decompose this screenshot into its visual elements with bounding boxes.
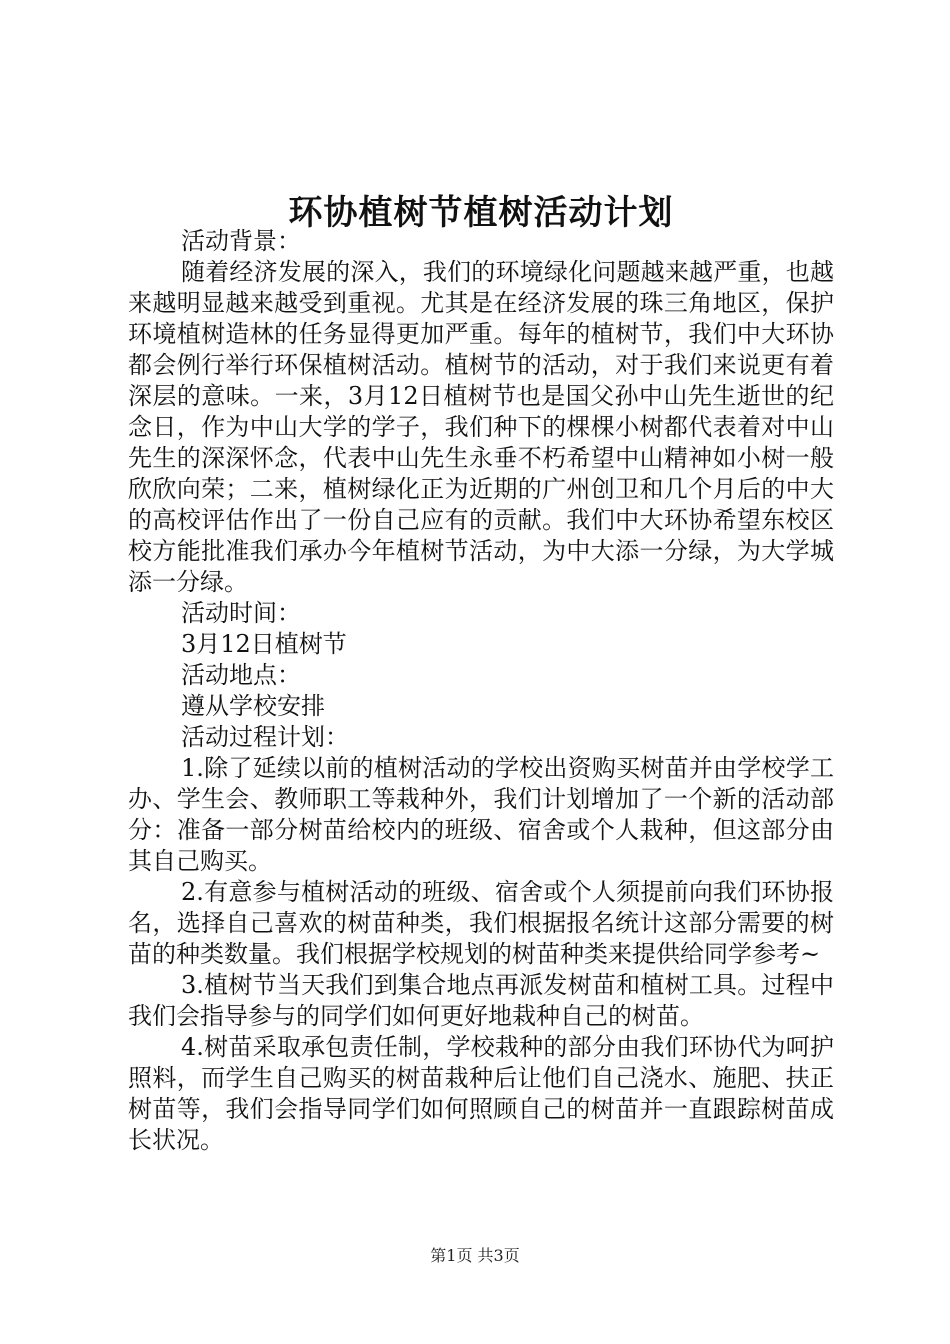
document-title: 环协植树节植树活动计划 bbox=[288, 193, 674, 233]
document-body bbox=[128, 226, 834, 1156]
section-heading-background: 活动背景： bbox=[181, 227, 301, 255]
section-heading-process: 活动过程计划： bbox=[181, 723, 349, 751]
page-footer: 第1页 共3页 bbox=[430, 1246, 520, 1265]
paragraph-background: 随着经济发展的深入，我们的环境绿化问题越来越严重，也越来越明显越来越受到重视。尤其是在经济发展的珠三角地区，保护环境植树造林的任务显得更加严重。每年的植树节，我们中大环协都会例行举行环保植树活动。植树节的活动，对于我们来说更有着深层的意味。一来，3月12日植树节也是国父孙中山先生逝世的纪念日，作为中山大学的学子，我们种下的棵棵小树都代表着对中山先生的深深怀念，代表中山先生永垂不朽希望中山精神如小树一般欣欣向荣；二来，植树绿化正为近期的广州创卫和几个月后的中大的高校评估作出了一份自己应有的贡献。我们中大环协希望东校区校方能批准我们承办今年植树节活动，为中大添一分绿，为大学城添一分绿。 bbox=[128, 258, 834, 596]
paragraph-time: 3月12日植树节 bbox=[181, 630, 347, 658]
process-step-3: 3.植树节当天我们到集合地点再派发树苗和植树工具。过程中我们会指导参与的同学们如何更好地栽种自己的树苗。 bbox=[128, 971, 834, 1030]
paragraph-location: 遵从学校安排 bbox=[181, 692, 325, 720]
process-step-2: 2.有意参与植树活动的班级、宿舍或个人须提前向我们环协报名，选择自己喜欢的树苗种类，我们根据报名统计这部分需要的树苗的种类数量。我们根据学校规划的树苗种类来提供给同学参考~ bbox=[128, 878, 834, 968]
section-heading-location: 活动地点： bbox=[181, 661, 301, 689]
process-step-1: 1.除了延续以前的植树活动的学校出资购买树苗并由学校学工办、学生会、教师职工等栽种外，我们计划增加了一个新的活动部分：准备一部分树苗给校内的班级、宿舍或个人栽种，但这部分由其自己购买。 bbox=[128, 754, 834, 875]
section-heading-time: 活动时间： bbox=[181, 599, 301, 627]
process-step-4: 4.树苗采取承包责任制，学校栽种的部分由我们环协代为呵护照料，而学生自己购买的树苗栽种后让他们自己浇水、施肥、扶正树苗等，我们会指导同学们如何照顾自己的树苗并一直跟踪树苗成长状况。 bbox=[128, 1033, 834, 1154]
